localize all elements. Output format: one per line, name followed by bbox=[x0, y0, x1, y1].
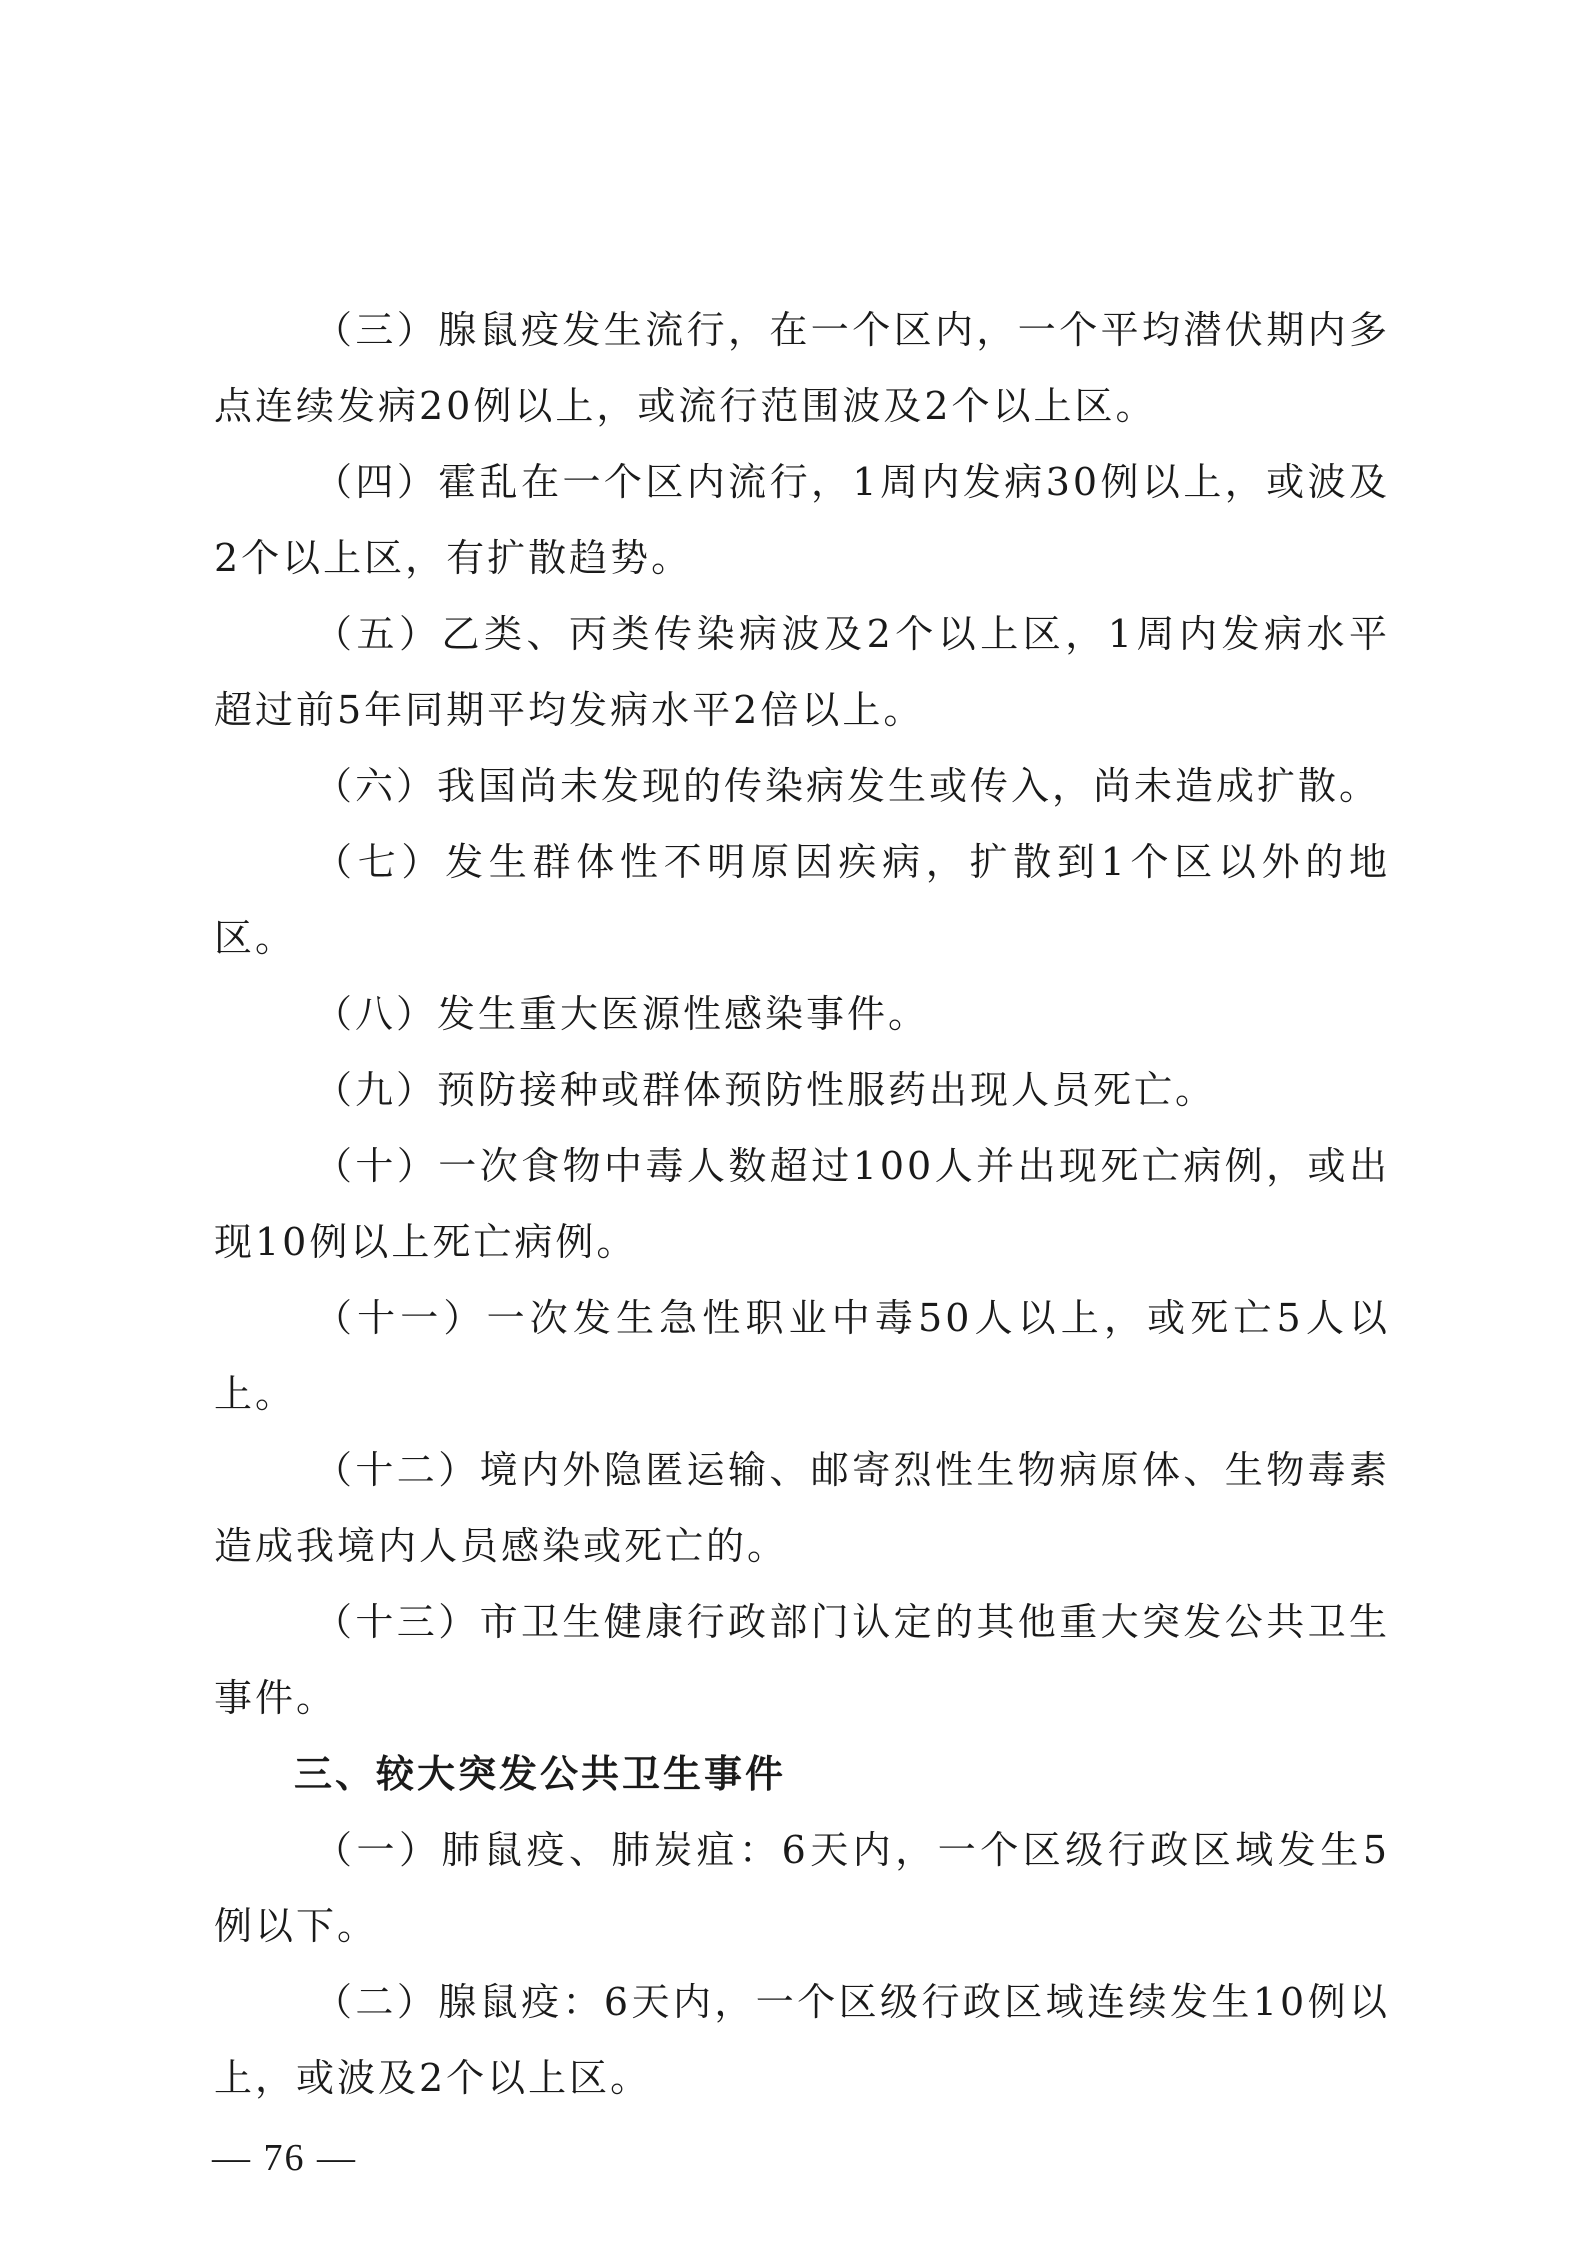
paragraph-item-7: （七）发生群体性不明原因疾病，扩散到1个区以外的地区。 bbox=[214, 840, 1390, 960]
paragraph-item-5: （五）乙类、丙类传染病波及2个以上区，1周内发病水平超过前5年同期平均发病水平2倍以上。 bbox=[214, 612, 1390, 732]
paragraph-item-6: （六）我国尚未发现的传染病发生或传入，尚未造成扩散。 bbox=[314, 764, 1381, 808]
section-heading: 三、较大突发公共卫生事件 bbox=[294, 1752, 787, 1796]
paragraph-item-4: （四）霍乱在一个区内流行，1周内发病30例以上，或波及2个以上区，有扩散趋势。 bbox=[214, 460, 1390, 580]
paragraph-item-11: （十一）一次发生急性职业中毒50人以上，或死亡5人以上。 bbox=[214, 1296, 1390, 1416]
section-item-1: （一）肺鼠疫、肺炭疽：6天内，一个区级行政区域发生5例以下。 bbox=[214, 1828, 1390, 1948]
paragraph-item-3: （三）腺鼠疫发生流行，在一个区内，一个平均潜伏期内多点连续发病20例以上，或流行范围波及2个以上区。 bbox=[214, 308, 1390, 428]
paragraph-item-8: （八）发生重大医源性感染事件。 bbox=[314, 992, 930, 1036]
paragraph-item-12: （十二）境内外隐匿运输、邮寄烈性生物病原体、生物毒素造成我境内人员感染或死亡的。 bbox=[214, 1448, 1390, 1568]
section-item-2: （二）腺鼠疫：6天内，一个区级行政区域连续发生10例以上，或波及2个以上区。 bbox=[214, 1980, 1390, 2100]
paragraph-item-9: （九）预防接种或群体预防性服药出现人员死亡。 bbox=[314, 1068, 1217, 1112]
page-number: — 76 — bbox=[212, 2137, 357, 2179]
paragraph-item-10: （十）一次食物中毒人数超过100人并出现死亡病例，或出现10例以上死亡病例。 bbox=[214, 1144, 1390, 1264]
paragraph-item-13: （十三）市卫生健康行政部门认定的其他重大突发公共卫生事件。 bbox=[214, 1600, 1390, 1720]
document-body bbox=[214, 292, 1390, 2116]
